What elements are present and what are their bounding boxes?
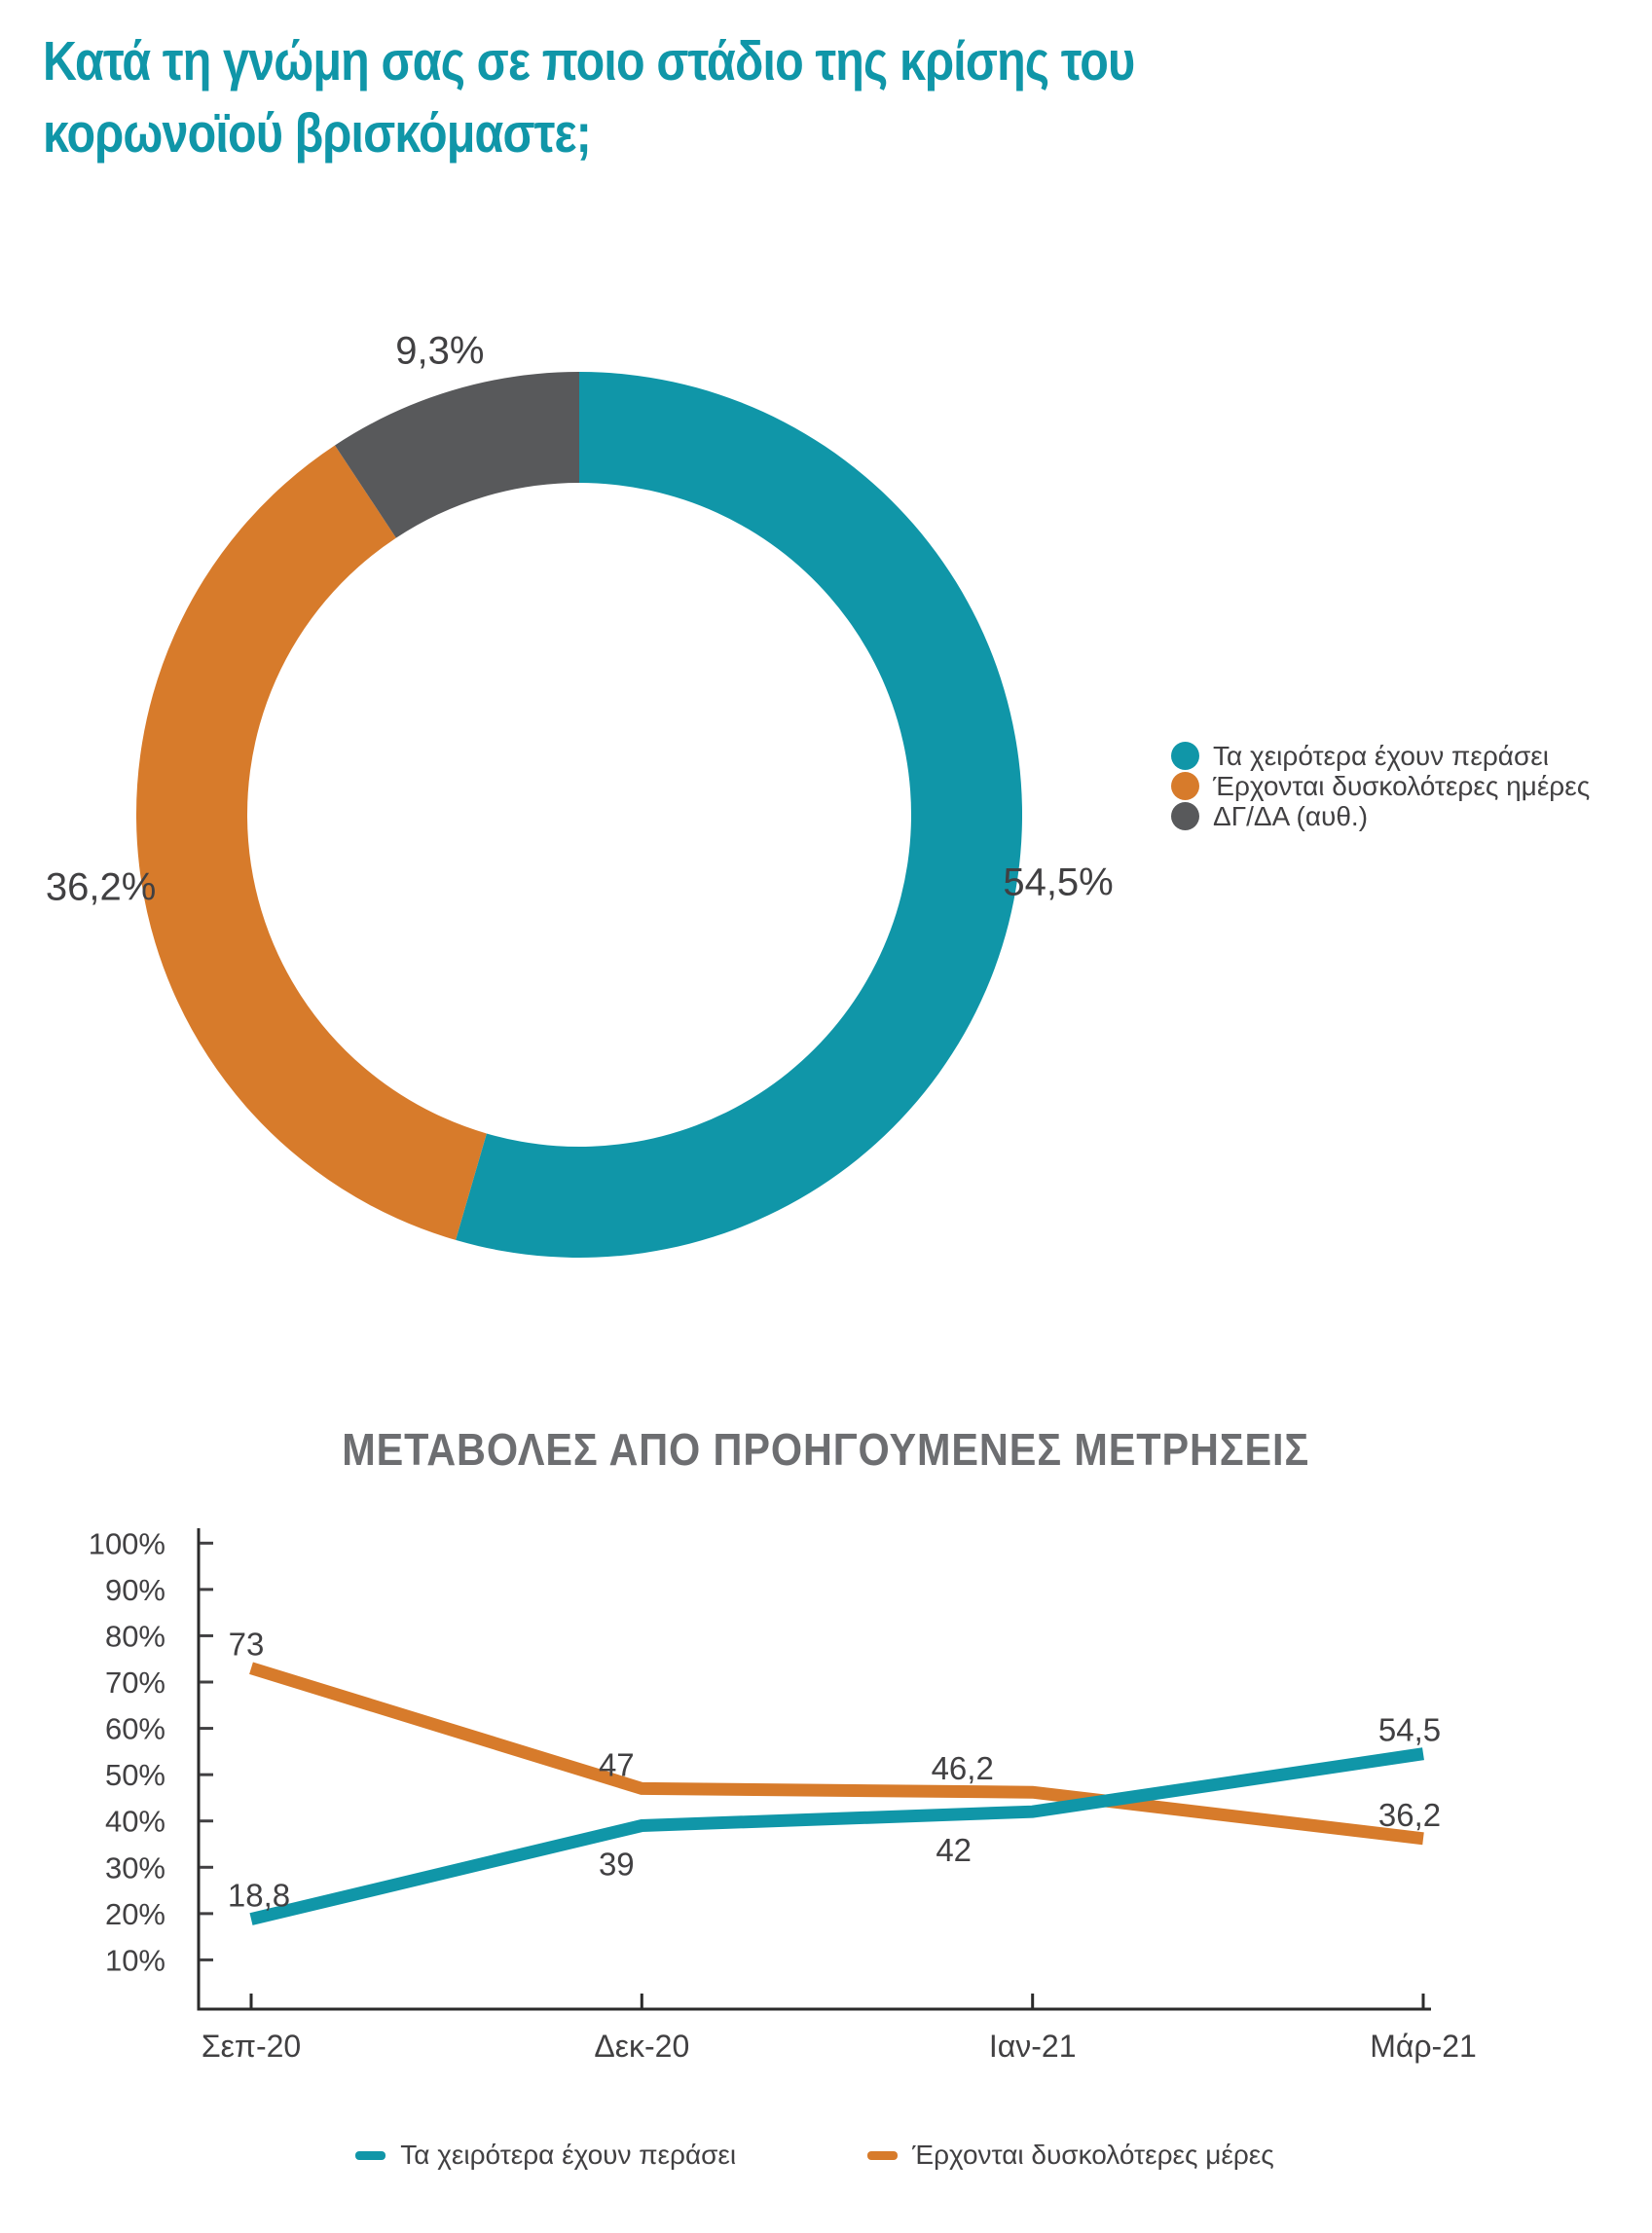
orange-dot-icon [1171,772,1199,800]
line-chart-title: ΜΕΤΑΒΟΛΕΣ ΑΠΟ ΠΡΟΗΓΟΥΜΕΝΕΣ ΜΕΤΡΗΣΕΙΣ [342,1424,1310,1475]
y-tick-label: 70% [104,1666,165,1701]
legend-item-worst-passed [355,2140,736,2171]
data-label: 36,2 [1377,1796,1442,1833]
orange-line-swatch-icon [867,2151,898,2160]
legend-label: Έρχονται δυσκολότερες ημέρες [1213,770,1591,801]
legend-item-harder-days [867,2140,1274,2171]
donut-segment-0 [456,372,1022,1258]
line-chart-legend [199,2140,1431,2171]
teal-line-swatch-icon [355,2151,385,2160]
legend-label: Έρχονται δυσκολότερες μέρες [912,2140,1274,2170]
legend-label: ΔΓ/ΔΑ (αυθ.) [1213,800,1369,831]
y-tick-label: 80% [104,1619,165,1654]
data-label: 18,8 [227,1877,291,1914]
y-tick-label: 60% [104,1711,165,1746]
donut-segment-1 [136,445,487,1239]
donut-value-label: 36,2% [45,865,157,909]
legend-item-harder-days [1171,771,1590,801]
donut-chart-svg [136,372,1022,1258]
y-tick-label: 100% [88,1526,165,1561]
donut-chart [45,329,1114,1258]
page-title: Κατά τη γνώμη σας σε ποιο στάδιο της κρίσης του κορωνοϊού βρισκόμαστε; [43,30,1135,165]
y-tick-label: 90% [104,1572,165,1607]
data-label: 39 [598,1846,635,1883]
legend-label: Τα χειρότερα έχουν περάσει [1213,740,1549,771]
data-label: 54,5 [1377,1711,1442,1748]
donut-legend [1171,741,1590,831]
gray-dot-icon [1171,802,1199,830]
legend-label: Τα χειρότερα έχουν περάσει [400,2140,737,2170]
y-tick-label: 50% [104,1758,165,1793]
data-label: 46,2 [931,1750,994,1787]
y-tick-label: 30% [104,1850,165,1885]
y-tick-label: 40% [104,1804,165,1839]
x-tick-label: Δεκ-20 [594,2029,690,2064]
data-label: 73 [228,1626,265,1663]
donut-value-label: 54,5% [1003,860,1114,904]
legend-item-dont-know [1171,801,1590,831]
line-series-0 [251,1754,1423,1920]
x-tick-label: Ιαν-21 [988,2029,1077,2064]
teal-dot-icon [1171,742,1199,770]
line-chart-svg [0,1499,1652,2103]
data-label: 42 [936,1832,973,1869]
y-tick-label: 20% [104,1896,165,1931]
x-tick-label: Σεπ-20 [201,2029,302,2064]
donut-value-label: 9,3% [395,329,485,373]
x-tick-label: Μάρ-21 [1370,2029,1477,2064]
legend-item-worst-passed [1171,741,1590,771]
data-label: 47 [598,1746,635,1783]
y-tick-label: 10% [104,1943,165,1978]
